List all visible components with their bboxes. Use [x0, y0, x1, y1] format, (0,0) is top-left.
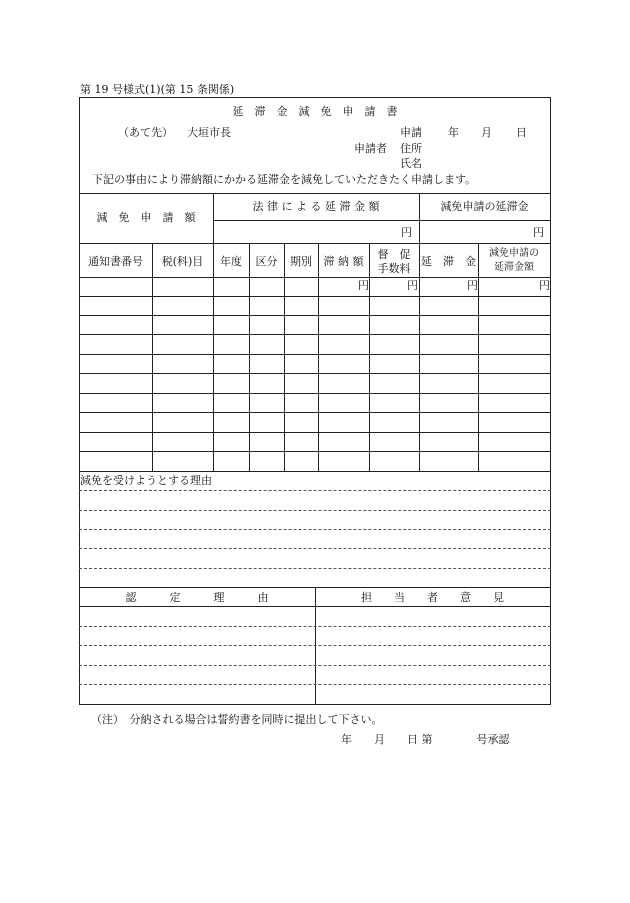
requested-yen-unit: 円 — [533, 226, 544, 239]
legal-yen-unit: 円 — [401, 226, 412, 239]
addressee-name: 大垣市長 — [187, 126, 231, 139]
year-label: 年 — [448, 126, 459, 139]
note-text: （注） 分納される場合は誓約書を同時に提出して下さい。 — [91, 713, 383, 726]
officer-opinion-label: 担 当 者 意 見 — [361, 591, 504, 604]
request-statement: 下記の事由により滞納額にかかる延滞金を減免していただきたく申請します。 — [92, 173, 477, 186]
approval-reason-label: 認 定 理 由 — [125, 591, 269, 604]
reduction-amount-label: 減 免 申 請 額 — [96, 211, 196, 224]
col-dunning-label-2: 手数料 — [377, 262, 411, 275]
col-category: 区分 — [255, 255, 278, 268]
day-label: 日 — [516, 126, 527, 139]
yen-unit-late-fee: 円 — [467, 279, 478, 292]
applicant-label: 申請者 — [354, 142, 387, 155]
yen-unit-requested: 円 — [539, 279, 550, 292]
form-number-label: 第 19 号様式(1)(第 15 条関係) — [80, 83, 235, 96]
addressee-label: （あて先） — [118, 126, 173, 139]
col-period: 期別 — [290, 255, 312, 268]
form-title: 延 滞 金 減 免 申 請 書 — [232, 105, 398, 118]
col-late-fee: 延 滞 金 — [421, 255, 476, 268]
address-label: 住所 — [400, 142, 422, 155]
requested-late-fee-label: 減免申請の延滞金 — [440, 200, 529, 213]
yen-unit-delinquent: 円 — [358, 279, 369, 292]
col-tax-item: 税(科)目 — [161, 255, 204, 268]
yen-unit-dunning: 円 — [407, 279, 418, 292]
col-fiscal-year: 年度 — [220, 255, 242, 268]
col-requested-label-1: 減免申請の — [489, 248, 539, 259]
col-requested-label-2: 延滞金額 — [494, 262, 534, 273]
col-notice-number: 通知書番号 — [88, 255, 143, 268]
reason-label: 減免を受けようとする理由 — [80, 474, 212, 487]
legal-late-fee-label: 法 律 に よ る 延 滞 金 額 — [252, 200, 380, 213]
request-date-label: 申請 — [400, 126, 422, 139]
month-label: 月 — [481, 126, 492, 139]
col-dunning-label-1: 督 促 — [377, 248, 411, 261]
col-delinquent-amount: 滞 納 額 — [323, 255, 364, 268]
name-label: 氏名 — [400, 157, 422, 170]
approval-number-line: 年 月 日 第 号承認 — [341, 733, 510, 746]
